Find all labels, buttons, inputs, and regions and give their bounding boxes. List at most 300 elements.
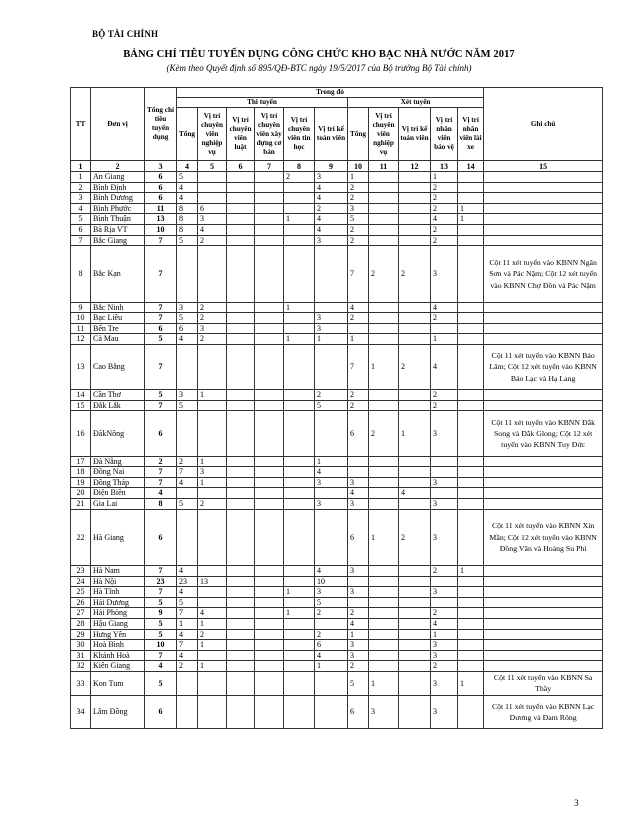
row-number: 33 bbox=[71, 672, 91, 696]
cell-c5: 3 bbox=[198, 467, 227, 478]
cell-c13: 3 bbox=[431, 640, 458, 651]
table-row bbox=[71, 302, 603, 313]
cell-c10 bbox=[348, 456, 369, 467]
cell-c14 bbox=[458, 509, 484, 566]
cell-c12 bbox=[399, 467, 431, 478]
cell-c5 bbox=[198, 345, 227, 390]
cell-c14 bbox=[458, 345, 484, 390]
cell-c9: 2 bbox=[315, 629, 348, 640]
cell-c4: 4 bbox=[177, 629, 198, 640]
cell-c6 bbox=[227, 576, 255, 587]
cell-c11 bbox=[369, 456, 399, 467]
cell-c5: 1 bbox=[198, 456, 227, 467]
cell-c9: 6 bbox=[315, 640, 348, 651]
cell-c8 bbox=[284, 323, 315, 334]
ministry-name: BỘ TÀI CHÍNH bbox=[92, 29, 159, 39]
cell-c5: 2 bbox=[198, 629, 227, 640]
table-body bbox=[71, 172, 603, 729]
cell-c9 bbox=[315, 302, 348, 313]
row-note bbox=[484, 334, 603, 345]
table-row bbox=[71, 203, 603, 214]
cell-c13 bbox=[431, 456, 458, 467]
cell-c10 bbox=[348, 323, 369, 334]
row-number: 15 bbox=[71, 400, 91, 411]
cell-c11 bbox=[369, 302, 399, 313]
cell-c5: 4 bbox=[198, 608, 227, 619]
cell-c9: 4 bbox=[315, 214, 348, 225]
cell-c5 bbox=[198, 193, 227, 204]
total-target: 4 bbox=[145, 661, 177, 672]
cell-c14 bbox=[458, 411, 484, 456]
cell-c7 bbox=[255, 488, 284, 499]
row-note bbox=[484, 302, 603, 313]
cell-c12: 1 bbox=[399, 411, 431, 456]
cell-c9 bbox=[315, 509, 348, 566]
cell-c8 bbox=[284, 576, 315, 587]
cell-c4: 4 bbox=[177, 566, 198, 577]
unit-name: Bình Định bbox=[91, 182, 145, 193]
cell-c12 bbox=[399, 214, 431, 225]
row-note bbox=[484, 650, 603, 661]
cell-c14 bbox=[458, 587, 484, 598]
cell-c9: 3 bbox=[315, 235, 348, 246]
cell-c12: 2 bbox=[399, 509, 431, 566]
cell-c8: 1 bbox=[284, 214, 315, 225]
cell-c6 bbox=[227, 587, 255, 598]
table-row bbox=[71, 411, 603, 456]
cell-c10: 4 bbox=[348, 619, 369, 630]
cell-c11 bbox=[369, 619, 399, 630]
row-note bbox=[484, 390, 603, 401]
cell-c4: 4 bbox=[177, 182, 198, 193]
cell-c7 bbox=[255, 640, 284, 651]
cell-c6 bbox=[227, 488, 255, 499]
column-number: 8 bbox=[284, 161, 315, 172]
cell-c4: 7 bbox=[177, 467, 198, 478]
total-target: 7 bbox=[145, 477, 177, 488]
cell-c13 bbox=[431, 488, 458, 499]
row-note bbox=[484, 608, 603, 619]
cell-c8 bbox=[284, 400, 315, 411]
cell-c4: 1 bbox=[177, 619, 198, 630]
cell-c7 bbox=[255, 224, 284, 235]
table-row bbox=[71, 456, 603, 467]
total-target: 5 bbox=[145, 597, 177, 608]
cell-c10: 1 bbox=[348, 172, 369, 183]
cell-c14 bbox=[458, 302, 484, 313]
cell-c8 bbox=[284, 629, 315, 640]
cell-c10: 2 bbox=[348, 390, 369, 401]
cell-c6 bbox=[227, 214, 255, 225]
column-number: 2 bbox=[91, 161, 145, 172]
header-sel-total: Tổng bbox=[348, 108, 369, 161]
column-number: 9 bbox=[315, 161, 348, 172]
cell-c12 bbox=[399, 235, 431, 246]
cell-c9: 4 bbox=[315, 224, 348, 235]
cell-c10: 2 bbox=[348, 400, 369, 411]
cell-c14 bbox=[458, 650, 484, 661]
table-row bbox=[71, 193, 603, 204]
cell-c6 bbox=[227, 650, 255, 661]
header-of-which: Trong đó bbox=[177, 88, 484, 98]
cell-c5: 2 bbox=[198, 235, 227, 246]
total-target: 5 bbox=[145, 619, 177, 630]
cell-c7 bbox=[255, 672, 284, 696]
cell-c12 bbox=[399, 323, 431, 334]
total-target: 6 bbox=[145, 695, 177, 729]
cell-c12 bbox=[399, 650, 431, 661]
row-number: 9 bbox=[71, 302, 91, 313]
cell-c11: 1 bbox=[369, 509, 399, 566]
cell-c12 bbox=[399, 302, 431, 313]
total-target: 7 bbox=[145, 246, 177, 303]
cell-c8 bbox=[284, 661, 315, 672]
cell-c4: 4 bbox=[177, 334, 198, 345]
cell-c13: 1 bbox=[431, 629, 458, 640]
cell-c6 bbox=[227, 672, 255, 696]
total-target: 13 bbox=[145, 214, 177, 225]
cell-c8 bbox=[284, 193, 315, 204]
cell-c6 bbox=[227, 224, 255, 235]
row-number: 6 bbox=[71, 224, 91, 235]
row-number: 4 bbox=[71, 203, 91, 214]
cell-c14: 1 bbox=[458, 566, 484, 577]
row-number: 12 bbox=[71, 334, 91, 345]
table-row bbox=[71, 498, 603, 509]
cell-c11: 3 bbox=[369, 695, 399, 729]
unit-name: Hà Tĩnh bbox=[91, 587, 145, 598]
cell-c10: 2 bbox=[348, 313, 369, 324]
cell-c7 bbox=[255, 193, 284, 204]
header-total-target: Tổng chỉ tiêu tuyển dụng bbox=[145, 88, 177, 161]
row-number: 7 bbox=[71, 235, 91, 246]
cell-c7 bbox=[255, 246, 284, 303]
cell-c12 bbox=[399, 672, 431, 696]
document-title: BẢNG CHỈ TIÊU TUYỂN DỤNG CÔNG CHỨC KHO BẠC NHÀ NƯỚC NĂM 2017 bbox=[123, 49, 515, 60]
cell-c9: 2 bbox=[315, 203, 348, 214]
cell-c10: 2 bbox=[348, 182, 369, 193]
cell-c14: 1 bbox=[458, 672, 484, 696]
cell-c13 bbox=[431, 467, 458, 478]
cell-c10: 6 bbox=[348, 411, 369, 456]
cell-c6 bbox=[227, 302, 255, 313]
cell-c7 bbox=[255, 467, 284, 478]
cell-c6 bbox=[227, 390, 255, 401]
unit-name: Hải Phòng bbox=[91, 608, 145, 619]
cell-c6 bbox=[227, 323, 255, 334]
header-exam-prof: Vị trí chuyên viên nghiệp vụ bbox=[198, 108, 227, 161]
cell-c12 bbox=[399, 456, 431, 467]
cell-c14 bbox=[458, 193, 484, 204]
unit-name: Hậu Giang bbox=[91, 619, 145, 630]
header-exam-total: Tổng bbox=[177, 108, 198, 161]
cell-c9: 2 bbox=[315, 608, 348, 619]
cell-c4: 5 bbox=[177, 313, 198, 324]
cell-c13: 2 bbox=[431, 182, 458, 193]
cell-c14 bbox=[458, 629, 484, 640]
cell-c7 bbox=[255, 498, 284, 509]
cell-c11 bbox=[369, 323, 399, 334]
total-target: 7 bbox=[145, 302, 177, 313]
cell-c9: 4 bbox=[315, 182, 348, 193]
cell-c5 bbox=[198, 400, 227, 411]
cell-c14 bbox=[458, 313, 484, 324]
cell-c13: 3 bbox=[431, 509, 458, 566]
table-row bbox=[71, 246, 603, 303]
column-number: 5 bbox=[198, 161, 227, 172]
row-number: 13 bbox=[71, 345, 91, 390]
total-target: 7 bbox=[145, 587, 177, 598]
unit-name: Bến Tre bbox=[91, 323, 145, 334]
cell-c5 bbox=[198, 488, 227, 499]
cell-c14 bbox=[458, 640, 484, 651]
cell-c7 bbox=[255, 235, 284, 246]
unit-name: Điện Biên bbox=[91, 488, 145, 499]
unit-name: Đắk Lắk bbox=[91, 400, 145, 411]
unit-name: Bà Rịa VT bbox=[91, 224, 145, 235]
cell-c12 bbox=[399, 608, 431, 619]
row-note bbox=[484, 203, 603, 214]
cell-c13 bbox=[431, 323, 458, 334]
cell-c12 bbox=[399, 203, 431, 214]
cell-c12 bbox=[399, 576, 431, 587]
cell-c8 bbox=[284, 467, 315, 478]
cell-c11 bbox=[369, 597, 399, 608]
cell-c9: 3 bbox=[315, 498, 348, 509]
cell-c5 bbox=[198, 587, 227, 598]
header-selection: Xét tuyển bbox=[348, 98, 484, 108]
cell-c5: 1 bbox=[198, 390, 227, 401]
cell-c6 bbox=[227, 629, 255, 640]
cell-c13: 4 bbox=[431, 302, 458, 313]
cell-c4: 7 bbox=[177, 608, 198, 619]
table-row bbox=[71, 629, 603, 640]
cell-c9: 4 bbox=[315, 193, 348, 204]
row-number: 20 bbox=[71, 488, 91, 499]
cell-c14: 1 bbox=[458, 203, 484, 214]
cell-c8: 1 bbox=[284, 334, 315, 345]
document-subtitle: (Kèm theo Quyết định số 895/QĐ-BTC ngày 19/5/2017 của Bộ trưởng Bộ Tài chính) bbox=[166, 63, 472, 73]
total-target: 7 bbox=[145, 566, 177, 577]
cell-c9: 3 bbox=[315, 172, 348, 183]
cell-c9: 3 bbox=[315, 323, 348, 334]
cell-c8 bbox=[284, 597, 315, 608]
cell-c13: 3 bbox=[431, 695, 458, 729]
column-number: 4 bbox=[177, 161, 198, 172]
cell-c12 bbox=[399, 390, 431, 401]
row-note bbox=[484, 629, 603, 640]
column-number: 3 bbox=[145, 161, 177, 172]
cell-c5 bbox=[198, 672, 227, 696]
cell-c8 bbox=[284, 203, 315, 214]
row-note: Cột 11 xét tuyển vào KBNN Đắk Song và Đắk Glong; Cột 12 xét tuyển vào KBNN Tuy Đức bbox=[484, 411, 603, 456]
total-target: 4 bbox=[145, 488, 177, 499]
cell-c8 bbox=[284, 650, 315, 661]
header-exam: Thi tuyển bbox=[177, 98, 348, 108]
row-note bbox=[484, 597, 603, 608]
cell-c11 bbox=[369, 400, 399, 411]
unit-name: Cần Thơ bbox=[91, 390, 145, 401]
cell-c8: 1 bbox=[284, 608, 315, 619]
cell-c13: 3 bbox=[431, 587, 458, 598]
unit-name: ĐăkNông bbox=[91, 411, 145, 456]
cell-c11 bbox=[369, 467, 399, 478]
cell-c9: 1 bbox=[315, 456, 348, 467]
total-target: 5 bbox=[145, 334, 177, 345]
cell-c14 bbox=[458, 597, 484, 608]
total-target: 5 bbox=[145, 629, 177, 640]
cell-c12 bbox=[399, 400, 431, 411]
cell-c9: 1 bbox=[315, 661, 348, 672]
cell-c14 bbox=[458, 608, 484, 619]
header-sel-accountant: Vị trí kế toán viên bbox=[399, 108, 431, 161]
row-note bbox=[484, 172, 603, 183]
cell-c8 bbox=[284, 695, 315, 729]
cell-c10: 6 bbox=[348, 509, 369, 566]
row-number: 2 bbox=[71, 182, 91, 193]
cell-c12 bbox=[399, 587, 431, 598]
cell-c6 bbox=[227, 640, 255, 651]
cell-c7 bbox=[255, 390, 284, 401]
cell-c9: 4 bbox=[315, 467, 348, 478]
cell-c6 bbox=[227, 509, 255, 566]
table-row bbox=[71, 345, 603, 390]
header-unit: Đơn vị bbox=[91, 88, 145, 161]
cell-c8 bbox=[284, 566, 315, 577]
cell-c8 bbox=[284, 640, 315, 651]
cell-c4: 5 bbox=[177, 498, 198, 509]
total-target: 7 bbox=[145, 235, 177, 246]
cell-c14 bbox=[458, 235, 484, 246]
header-tt: TT bbox=[71, 88, 91, 161]
cell-c9: 2 bbox=[315, 390, 348, 401]
cell-c5: 13 bbox=[198, 576, 227, 587]
table-row bbox=[71, 619, 603, 630]
cell-c6 bbox=[227, 456, 255, 467]
cell-c13 bbox=[431, 597, 458, 608]
total-target: 6 bbox=[145, 323, 177, 334]
column-number: 1 bbox=[71, 161, 91, 172]
row-note bbox=[484, 214, 603, 225]
cell-c10: 5 bbox=[348, 214, 369, 225]
cell-c12 bbox=[399, 661, 431, 672]
row-number: 23 bbox=[71, 566, 91, 577]
cell-c9: 3 bbox=[315, 313, 348, 324]
cell-c12 bbox=[399, 629, 431, 640]
cell-c6 bbox=[227, 235, 255, 246]
cell-c12 bbox=[399, 334, 431, 345]
row-number: 32 bbox=[71, 661, 91, 672]
cell-c4: 3 bbox=[177, 390, 198, 401]
cell-c10: 3 bbox=[348, 203, 369, 214]
cell-c13 bbox=[431, 576, 458, 587]
cell-c6 bbox=[227, 695, 255, 729]
cell-c8 bbox=[284, 672, 315, 696]
cell-c6 bbox=[227, 246, 255, 303]
cell-c8 bbox=[284, 498, 315, 509]
cell-c12: 4 bbox=[399, 488, 431, 499]
row-number: 19 bbox=[71, 477, 91, 488]
cell-c9: 5 bbox=[315, 597, 348, 608]
column-number: 11 bbox=[369, 161, 399, 172]
row-note bbox=[484, 182, 603, 193]
cell-c7 bbox=[255, 456, 284, 467]
row-note bbox=[484, 456, 603, 467]
cell-c10: 3 bbox=[348, 498, 369, 509]
unit-name: Bình Dương bbox=[91, 193, 145, 204]
cell-c8 bbox=[284, 246, 315, 303]
cell-c13: 4 bbox=[431, 345, 458, 390]
cell-c10: 6 bbox=[348, 695, 369, 729]
cell-c10: 2 bbox=[348, 235, 369, 246]
cell-c7 bbox=[255, 203, 284, 214]
cell-c6 bbox=[227, 411, 255, 456]
table-row bbox=[71, 608, 603, 619]
row-number: 11 bbox=[71, 323, 91, 334]
cell-c7 bbox=[255, 695, 284, 729]
unit-name: Gia Lai bbox=[91, 498, 145, 509]
unit-name: Hà Nội bbox=[91, 576, 145, 587]
cell-c5: 1 bbox=[198, 477, 227, 488]
cell-c11: 2 bbox=[369, 246, 399, 303]
cell-c7 bbox=[255, 345, 284, 390]
cell-c4: 5 bbox=[177, 235, 198, 246]
unit-name: Kiên Giang bbox=[91, 661, 145, 672]
row-number: 10 bbox=[71, 313, 91, 324]
cell-c14 bbox=[458, 619, 484, 630]
cell-c4 bbox=[177, 672, 198, 696]
row-number: 34 bbox=[71, 695, 91, 729]
row-note bbox=[484, 400, 603, 411]
cell-c9: 1 bbox=[315, 334, 348, 345]
unit-name: Đồng Tháp bbox=[91, 477, 145, 488]
cell-c4 bbox=[177, 488, 198, 499]
cell-c4 bbox=[177, 411, 198, 456]
cell-c13: 2 bbox=[431, 400, 458, 411]
cell-c7 bbox=[255, 313, 284, 324]
cell-c7 bbox=[255, 509, 284, 566]
cell-c11 bbox=[369, 203, 399, 214]
unit-name: Bình Thuận bbox=[91, 214, 145, 225]
table-row bbox=[71, 214, 603, 225]
row-number: 31 bbox=[71, 650, 91, 661]
table-row bbox=[71, 576, 603, 587]
cell-c10: 2 bbox=[348, 193, 369, 204]
cell-c9 bbox=[315, 695, 348, 729]
cell-c6 bbox=[227, 619, 255, 630]
cell-c11 bbox=[369, 650, 399, 661]
unit-name: Hưng Yên bbox=[91, 629, 145, 640]
cell-c13: 3 bbox=[431, 650, 458, 661]
cell-c5 bbox=[198, 411, 227, 456]
cell-c6 bbox=[227, 467, 255, 478]
table-row bbox=[71, 672, 603, 696]
unit-name: An Giang bbox=[91, 172, 145, 183]
row-number: 18 bbox=[71, 467, 91, 478]
table-row bbox=[71, 313, 603, 324]
table-row bbox=[71, 467, 603, 478]
cell-c11 bbox=[369, 661, 399, 672]
row-number: 3 bbox=[71, 193, 91, 204]
total-target: 5 bbox=[145, 672, 177, 696]
page-number: 3 bbox=[574, 798, 579, 808]
cell-c12 bbox=[399, 566, 431, 577]
cell-c8 bbox=[284, 345, 315, 390]
cell-c5: 1 bbox=[198, 619, 227, 630]
cell-c7 bbox=[255, 411, 284, 456]
cell-c12 bbox=[399, 597, 431, 608]
row-note bbox=[484, 323, 603, 334]
